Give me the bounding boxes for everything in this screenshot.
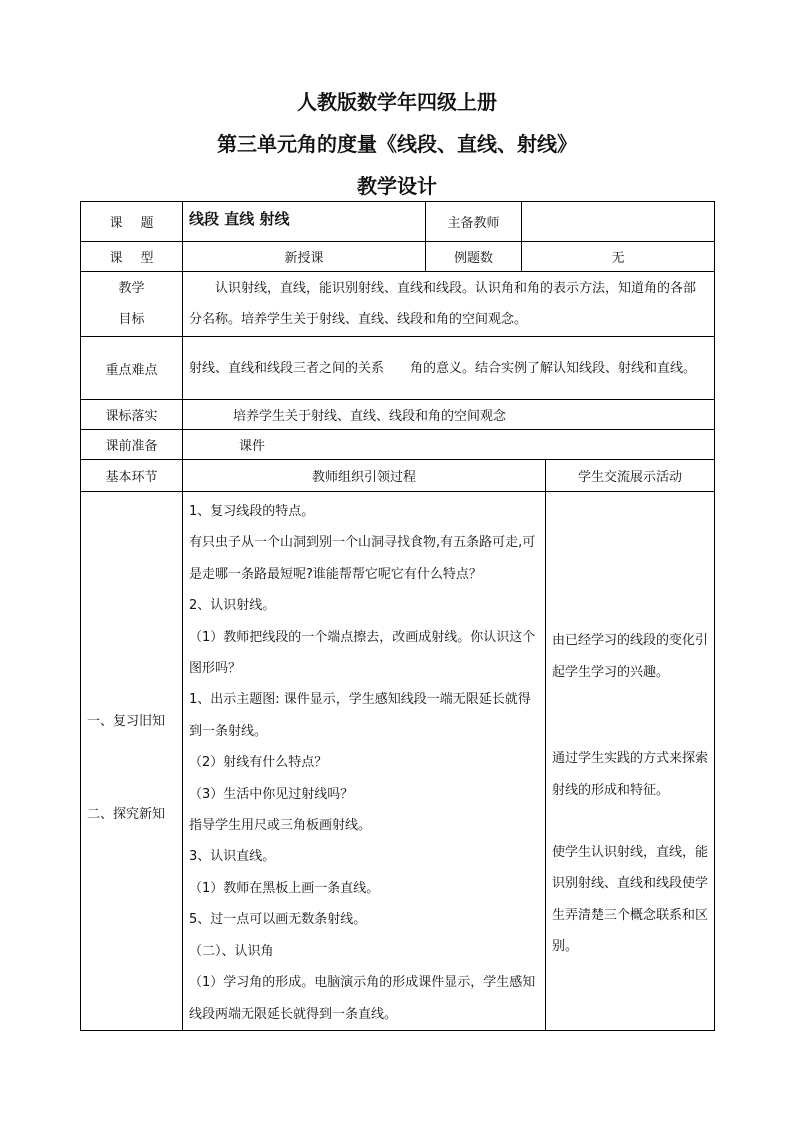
process-step: （3）生活中你见过射线吗？ [189, 786, 354, 802]
stage-cell [81, 492, 183, 1031]
lesson-type-value: 新授课 [183, 242, 426, 272]
teaching-goal-label [81, 272, 183, 337]
process-step: （1）教师把线段的一个端点擦去，改画成射线。你认识这个图形吗？ [189, 629, 536, 677]
activity-note: 通过学生实践的方式来探索射线的形成和特征。 [552, 751, 709, 798]
row-key-points [81, 337, 715, 400]
process-step: 1、出示主题图: 课件显示，学生感知线段一端无限延长就得到一条射线。 [189, 692, 531, 739]
process-step: 2、认识射线。 [189, 598, 276, 614]
row-topic [81, 202, 715, 242]
lead-teacher-label: 主备教师 [426, 202, 522, 242]
key-points-text: 射线、直线和线段三者之间的关系 角的意义。结合实例了解认知线段、射线和直线。 [183, 337, 715, 400]
stage-explore: 二、探究新知 [87, 806, 166, 822]
row-preparation [81, 430, 715, 460]
row-lesson-type [81, 242, 715, 272]
topic-value: 线段 直线 射线 [183, 202, 426, 242]
teaching-goal-label-a: 教学 [118, 281, 145, 296]
example-count-label: 例题数 [426, 242, 522, 272]
process-step: （1）教师在黑板上画一条直线。 [189, 880, 380, 896]
header-teacher-process: 教师组织引领过程 [183, 460, 546, 492]
header-student-activity: 学生交流展示活动 [546, 460, 715, 492]
preparation-label: 课前准备 [81, 430, 183, 460]
process-step: （二）、认识角 [189, 943, 274, 959]
row-curriculum-standard [81, 400, 715, 430]
curriculum-standard-text: 培养学生关于射线、直线、线段和角的空间观念 [183, 400, 715, 430]
row-section-header [81, 460, 715, 492]
stage-review: 一、复习旧知 [87, 713, 166, 729]
preparation-text: 课件 [183, 430, 715, 460]
teacher-process-cell [183, 492, 546, 1031]
activity-note: 使学生认识射线，直线，能识别射线、直线和线段使学生弄清楚三个概念联系和区别。 [552, 844, 709, 955]
lesson-type-label: 课型 [81, 242, 183, 272]
document-title [0, 82, 794, 206]
title-line-2: 第三单元角的度量《线段、直线、射线》 [217, 132, 577, 156]
process-step: 有只虫子从一个山洞到别一个山洞寻找食物,有五条路可走,可是走哪一条路最短呢?谁能帮帮它呢它有什么特点？ [189, 535, 536, 582]
process-step: 5、过一点可以画无数条射线。 [189, 912, 367, 928]
key-points-label: 重点难点 [81, 337, 183, 400]
lead-teacher-value [522, 202, 715, 242]
lesson-plan-table [80, 201, 715, 1031]
header-stage: 基本环节 [81, 460, 183, 492]
teaching-goal-label-b: 目标 [118, 312, 145, 327]
title-line-3: 教学设计 [357, 174, 437, 198]
title-line-1: 人教版数学年四级上册 [297, 90, 497, 114]
teaching-goal-text: 认识射线，直线，能识别射线、直线和线段。认识角和角的表示方法，知道角的各部分名称。培养学生关于射线、直线、线段和角的空间观念。 [183, 272, 715, 337]
student-activity-cell [546, 492, 715, 1031]
process-step: （1）学习角的形成。电脑演示角的形成课件显示，学生感知线段两端无限延长就得到一条直线。 [189, 975, 536, 1022]
process-step: （2）射线有什么特点？ [189, 755, 328, 771]
topic-label: 课题 [81, 202, 183, 242]
row-process-body [81, 492, 715, 1031]
row-teaching-goal [81, 272, 715, 337]
process-step: 1、复习线段的特点。 [189, 504, 315, 519]
process-step: 3、认识直线。 [189, 849, 276, 865]
example-count-value: 无 [522, 242, 715, 272]
process-step: 指导学生用尺或三角板画射线。 [189, 818, 372, 834]
curriculum-standard-label: 课标落实 [81, 400, 183, 430]
activity-note: 由已经学习的线段的变化引起学生学习的兴趣。 [552, 633, 709, 680]
